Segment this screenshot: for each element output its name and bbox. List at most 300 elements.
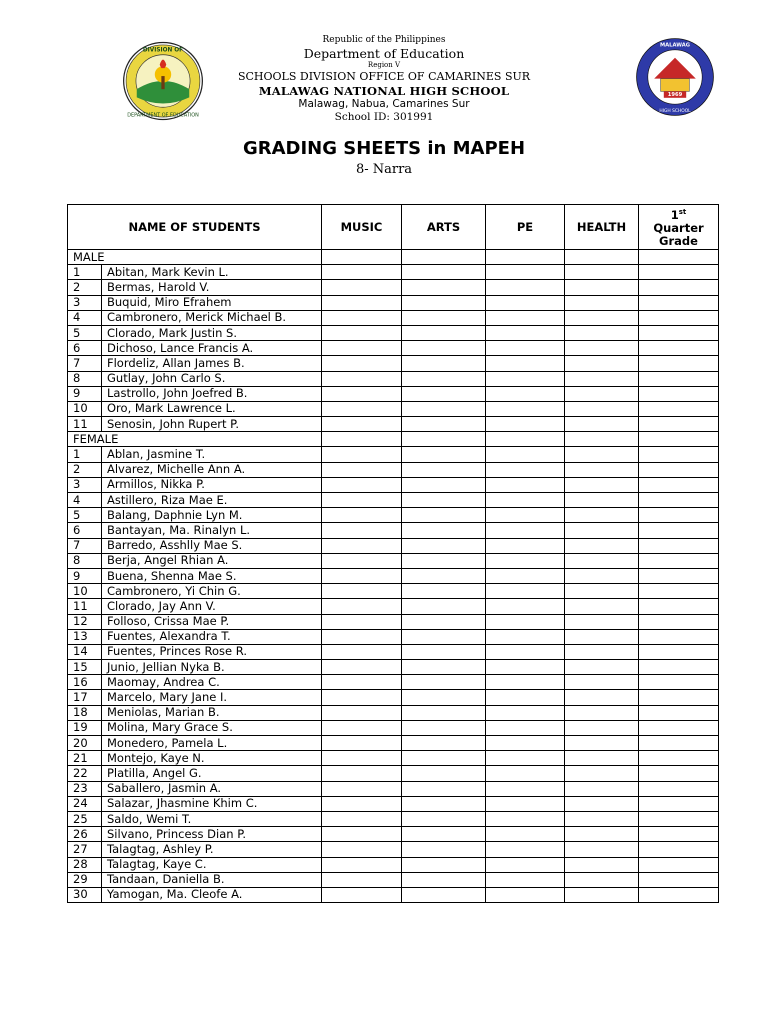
row-number: 26	[68, 827, 102, 842]
student-name: Barredo, Asshlly Mae S.	[102, 538, 322, 553]
pe-cell[interactable]	[486, 842, 565, 857]
pe-cell[interactable]	[486, 295, 565, 310]
row-number: 6	[68, 341, 102, 356]
quarter-grade-cell[interactable]	[639, 796, 719, 811]
pe-cell[interactable]	[486, 629, 565, 644]
arts-cell[interactable]	[402, 842, 486, 857]
arts-cell[interactable]	[402, 447, 486, 462]
table-row	[68, 538, 719, 553]
health-cell[interactable]	[565, 644, 639, 659]
music-cell[interactable]	[322, 508, 402, 523]
student-name: Armillos, Nikka P.	[102, 477, 322, 492]
music-cell[interactable]	[322, 523, 402, 538]
pe-cell[interactable]	[486, 766, 565, 781]
pe-cell[interactable]	[486, 538, 565, 553]
arts-cell[interactable]	[402, 584, 486, 599]
student-name: Saldo, Wemi T.	[102, 811, 322, 826]
table-row	[68, 827, 719, 842]
arts-cell[interactable]	[402, 462, 486, 477]
pe-cell[interactable]	[486, 584, 565, 599]
quarter-grade-cell[interactable]	[639, 508, 719, 523]
arts-cell[interactable]	[402, 538, 486, 553]
health-cell[interactable]	[565, 781, 639, 796]
student-name: Bermas, Harold V.	[102, 280, 322, 295]
arts-cell[interactable]	[402, 796, 486, 811]
health-cell[interactable]	[565, 477, 639, 492]
arts-cell[interactable]	[402, 493, 486, 508]
music-cell[interactable]	[322, 417, 402, 432]
quarter-grade-cell[interactable]	[639, 280, 719, 295]
quarter-grade-cell[interactable]	[639, 887, 719, 902]
pe-cell[interactable]	[486, 493, 565, 508]
empty-cell	[402, 250, 486, 265]
pe-cell[interactable]	[486, 599, 565, 614]
pe-cell[interactable]	[486, 417, 565, 432]
music-cell[interactable]	[322, 295, 402, 310]
arts-cell[interactable]	[402, 629, 486, 644]
music-cell[interactable]	[322, 887, 402, 902]
health-cell[interactable]	[565, 614, 639, 629]
arts-cell[interactable]	[402, 477, 486, 492]
row-number: 5	[68, 325, 102, 340]
student-name: Saballero, Jasmin A.	[102, 781, 322, 796]
department-line: Department of Education	[303, 46, 465, 61]
quarter-grade-cell[interactable]	[639, 417, 719, 432]
student-name: Bantayan, Ma. Rinalyn L.	[102, 523, 322, 538]
music-cell[interactable]	[322, 280, 402, 295]
health-cell[interactable]	[565, 401, 639, 416]
row-number: 18	[68, 705, 102, 720]
student-name: Silvano, Princess Dian P.	[102, 827, 322, 842]
arts-cell[interactable]	[402, 553, 486, 568]
arts-cell[interactable]	[402, 599, 486, 614]
music-cell[interactable]	[322, 872, 402, 887]
student-name: Montejo, Kaye N.	[102, 751, 322, 766]
quarter-grade-cell[interactable]	[639, 720, 719, 735]
health-cell[interactable]	[565, 872, 639, 887]
pe-cell[interactable]	[486, 796, 565, 811]
pe-cell[interactable]	[486, 675, 565, 690]
music-cell[interactable]	[322, 720, 402, 735]
pe-cell[interactable]	[486, 720, 565, 735]
quarter-grade-cell[interactable]	[639, 477, 719, 492]
row-number: 6	[68, 523, 102, 538]
music-cell[interactable]	[322, 553, 402, 568]
pe-cell[interactable]	[486, 447, 565, 462]
quarter-grade-cell[interactable]	[639, 295, 719, 310]
row-number: 1	[68, 265, 102, 280]
quarter-grade-cell[interactable]	[639, 751, 719, 766]
arts-cell[interactable]	[402, 417, 486, 432]
student-name: Buena, Shenna Mae S.	[102, 568, 322, 583]
health-cell[interactable]	[565, 371, 639, 386]
row-number: 14	[68, 644, 102, 659]
quarter-grade-cell[interactable]	[639, 447, 719, 462]
row-number: 5	[68, 508, 102, 523]
pe-cell[interactable]	[486, 401, 565, 416]
quarter-grade-cell[interactable]	[639, 265, 719, 280]
pe-cell[interactable]	[486, 371, 565, 386]
grade-label: Grade	[659, 233, 698, 248]
arts-cell[interactable]	[402, 401, 486, 416]
pe-cell[interactable]	[486, 827, 565, 842]
quarter-grade-cell[interactable]	[639, 811, 719, 826]
pe-cell[interactable]	[486, 356, 565, 371]
arts-cell[interactable]	[402, 341, 486, 356]
health-cell[interactable]	[565, 827, 639, 842]
health-cell[interactable]	[565, 887, 639, 902]
row-number: 1	[68, 447, 102, 462]
pe-cell[interactable]	[486, 477, 565, 492]
arts-cell[interactable]	[402, 827, 486, 842]
arts-cell[interactable]	[402, 386, 486, 401]
table-row	[68, 796, 719, 811]
quarter-grade-cell[interactable]	[639, 644, 719, 659]
health-cell[interactable]	[565, 280, 639, 295]
quarter-grade-cell[interactable]	[639, 325, 719, 340]
table-row	[68, 660, 719, 675]
table-body	[68, 250, 719, 903]
pe-cell[interactable]	[486, 736, 565, 751]
health-cell[interactable]	[565, 584, 639, 599]
student-name: Berja, Angel Rhian A.	[102, 553, 322, 568]
health-cell[interactable]	[565, 675, 639, 690]
arts-cell[interactable]	[402, 568, 486, 583]
arts-cell[interactable]	[402, 781, 486, 796]
student-name: Balang, Daphnie Lyn M.	[102, 508, 322, 523]
table-row	[68, 842, 719, 857]
student-name: Abitan, Mark Kevin L.	[102, 265, 322, 280]
pe-cell[interactable]	[486, 811, 565, 826]
table-row	[68, 857, 719, 872]
quarter-grade-cell[interactable]	[639, 568, 719, 583]
student-name: Junio, Jellian Nyka B.	[102, 660, 322, 675]
arts-cell[interactable]	[402, 736, 486, 751]
row-number: 11	[68, 417, 102, 432]
music-cell[interactable]	[322, 660, 402, 675]
header-music: MUSIC	[322, 205, 402, 250]
table-row	[68, 280, 719, 295]
svg-text:DIVISION OF: DIVISION OF	[142, 47, 184, 54]
pe-cell[interactable]	[486, 568, 565, 583]
music-cell[interactable]	[322, 675, 402, 690]
health-cell[interactable]	[565, 493, 639, 508]
quarter-grade-cell[interactable]	[639, 857, 719, 872]
music-cell[interactable]	[322, 325, 402, 340]
arts-cell[interactable]	[402, 310, 486, 325]
arts-cell[interactable]	[402, 872, 486, 887]
student-name: Alvarez, Michelle Ann A.	[102, 462, 322, 477]
pe-cell[interactable]	[486, 705, 565, 720]
table-row	[68, 386, 719, 401]
health-cell[interactable]	[565, 553, 639, 568]
row-number: 9	[68, 386, 102, 401]
pe-cell[interactable]	[486, 887, 565, 902]
table-row	[68, 872, 719, 887]
quarter-grade-cell[interactable]	[639, 705, 719, 720]
arts-cell[interactable]	[402, 660, 486, 675]
health-cell[interactable]	[565, 295, 639, 310]
pe-cell[interactable]	[486, 325, 565, 340]
arts-cell[interactable]	[402, 690, 486, 705]
pe-cell[interactable]	[486, 508, 565, 523]
health-cell[interactable]	[565, 751, 639, 766]
pe-cell[interactable]	[486, 751, 565, 766]
table-row	[68, 781, 719, 796]
music-cell[interactable]	[322, 341, 402, 356]
student-name: Clorado, Mark Justin S.	[102, 325, 322, 340]
student-name: Lastrollo, John Joefred B.	[102, 386, 322, 401]
table-row	[68, 295, 719, 310]
empty-cell	[639, 432, 719, 447]
quarter-grade-cell[interactable]	[639, 386, 719, 401]
empty-cell	[322, 250, 402, 265]
pe-cell[interactable]	[486, 280, 565, 295]
student-name: Gutlay, John Carlo S.	[102, 371, 322, 386]
quarter-grade-cell[interactable]	[639, 599, 719, 614]
pe-cell[interactable]	[486, 857, 565, 872]
student-name: Tandaan, Daniella B.	[102, 872, 322, 887]
arts-cell[interactable]	[402, 811, 486, 826]
quarter-grade-cell[interactable]	[639, 553, 719, 568]
arts-cell[interactable]	[402, 675, 486, 690]
music-cell[interactable]	[322, 477, 402, 492]
header-quarter-grade	[639, 205, 719, 250]
health-cell[interactable]	[565, 629, 639, 644]
arts-cell[interactable]	[402, 644, 486, 659]
student-name: Folloso, Crissa Mae P.	[102, 614, 322, 629]
music-cell[interactable]	[322, 599, 402, 614]
student-name: Clorado, Jay Ann V.	[102, 599, 322, 614]
table-row	[68, 568, 719, 583]
music-cell[interactable]	[322, 796, 402, 811]
row-number: 3	[68, 295, 102, 310]
table-row	[68, 341, 719, 356]
health-cell[interactable]	[565, 690, 639, 705]
health-cell[interactable]	[565, 599, 639, 614]
music-cell[interactable]	[322, 493, 402, 508]
music-cell[interactable]	[322, 629, 402, 644]
music-cell[interactable]	[322, 614, 402, 629]
row-number: 20	[68, 736, 102, 751]
health-cell[interactable]	[565, 568, 639, 583]
pe-cell[interactable]	[486, 553, 565, 568]
row-number: 24	[68, 796, 102, 811]
row-number: 23	[68, 781, 102, 796]
row-number: 4	[68, 493, 102, 508]
empty-cell	[639, 250, 719, 265]
quarter-grade-cell[interactable]	[639, 462, 719, 477]
music-cell[interactable]	[322, 781, 402, 796]
music-cell[interactable]	[322, 401, 402, 416]
empty-cell	[402, 432, 486, 447]
quarter-grade-cell[interactable]	[639, 538, 719, 553]
row-number: 28	[68, 857, 102, 872]
health-cell[interactable]	[565, 386, 639, 401]
table-row	[68, 644, 719, 659]
table-row	[68, 720, 719, 735]
quarter-grade-cell[interactable]	[639, 842, 719, 857]
arts-cell[interactable]	[402, 325, 486, 340]
health-cell[interactable]	[565, 310, 639, 325]
pe-cell[interactable]	[486, 523, 565, 538]
quarter-grade-cell[interactable]	[639, 736, 719, 751]
health-cell[interactable]	[565, 811, 639, 826]
music-cell[interactable]	[322, 462, 402, 477]
group-header-row	[68, 432, 719, 447]
arts-cell[interactable]	[402, 751, 486, 766]
arts-cell[interactable]	[402, 887, 486, 902]
music-cell[interactable]	[322, 568, 402, 583]
arts-cell[interactable]	[402, 371, 486, 386]
music-cell[interactable]	[322, 584, 402, 599]
music-cell[interactable]	[322, 386, 402, 401]
row-number: 22	[68, 766, 102, 781]
music-cell[interactable]	[322, 356, 402, 371]
arts-cell[interactable]	[402, 705, 486, 720]
music-cell[interactable]	[322, 690, 402, 705]
arts-cell[interactable]	[402, 523, 486, 538]
pe-cell[interactable]	[486, 386, 565, 401]
music-cell[interactable]	[322, 538, 402, 553]
health-cell[interactable]	[565, 660, 639, 675]
quarter-grade-cell[interactable]	[639, 872, 719, 887]
health-cell[interactable]	[565, 508, 639, 523]
music-cell[interactable]	[322, 644, 402, 659]
quarter-grade-cell[interactable]	[639, 766, 719, 781]
music-cell[interactable]	[322, 766, 402, 781]
table-row	[68, 417, 719, 432]
student-name: Maomay, Andrea C.	[102, 675, 322, 690]
music-cell[interactable]	[322, 751, 402, 766]
quarter-grade-cell[interactable]	[639, 827, 719, 842]
quarter-grade-cell[interactable]	[639, 675, 719, 690]
pe-cell[interactable]	[486, 341, 565, 356]
pe-cell[interactable]	[486, 690, 565, 705]
health-cell[interactable]	[565, 265, 639, 280]
health-cell[interactable]	[565, 462, 639, 477]
table-row	[68, 310, 719, 325]
health-cell[interactable]	[565, 447, 639, 462]
row-number: 2	[68, 462, 102, 477]
pe-cell[interactable]	[486, 310, 565, 325]
quarter-grade-cell[interactable]	[639, 493, 719, 508]
pe-cell[interactable]	[486, 614, 565, 629]
quarter-grade-cell[interactable]	[639, 523, 719, 538]
music-cell[interactable]	[322, 857, 402, 872]
pe-cell[interactable]	[486, 781, 565, 796]
table-row	[68, 553, 719, 568]
music-cell[interactable]	[322, 447, 402, 462]
pe-cell[interactable]	[486, 644, 565, 659]
table-row	[68, 584, 719, 599]
quarter-ordinal: st	[678, 208, 687, 217]
row-number: 8	[68, 371, 102, 386]
table-row	[68, 508, 719, 523]
student-name: Astillero, Riza Mae E.	[102, 493, 322, 508]
health-cell[interactable]	[565, 842, 639, 857]
health-cell[interactable]	[565, 523, 639, 538]
music-cell[interactable]	[322, 811, 402, 826]
arts-cell[interactable]	[402, 857, 486, 872]
pe-cell[interactable]	[486, 265, 565, 280]
table-row	[68, 751, 719, 766]
arts-cell[interactable]	[402, 766, 486, 781]
quarter-grade-cell[interactable]	[639, 401, 719, 416]
table-header-row	[68, 205, 719, 250]
health-cell[interactable]	[565, 356, 639, 371]
student-name: Fuentes, Princes Rose R.	[102, 644, 322, 659]
music-cell[interactable]	[322, 371, 402, 386]
music-cell[interactable]	[322, 265, 402, 280]
quarter-grade-cell[interactable]	[639, 341, 719, 356]
header-pe: PE	[486, 205, 565, 250]
arts-cell[interactable]	[402, 280, 486, 295]
quarter-grade-cell[interactable]	[639, 660, 719, 675]
arts-cell[interactable]	[402, 614, 486, 629]
arts-cell[interactable]	[402, 720, 486, 735]
music-cell[interactable]	[322, 827, 402, 842]
quarter-grade-cell[interactable]	[639, 584, 719, 599]
quarter-grade-cell[interactable]	[639, 356, 719, 371]
group-header-row	[68, 250, 719, 265]
table-row	[68, 325, 719, 340]
empty-cell	[486, 432, 565, 447]
student-name: Salazar, Jhasmine Khim C.	[102, 796, 322, 811]
table-row	[68, 887, 719, 902]
student-name: Talagtag, Kaye C.	[102, 857, 322, 872]
health-cell[interactable]	[565, 720, 639, 735]
quarter-grade-cell[interactable]	[639, 614, 719, 629]
quarter-grade-cell[interactable]	[639, 371, 719, 386]
health-cell[interactable]	[565, 857, 639, 872]
health-cell[interactable]	[565, 796, 639, 811]
empty-cell	[565, 250, 639, 265]
health-cell[interactable]	[565, 341, 639, 356]
quarter-grade-cell[interactable]	[639, 690, 719, 705]
quarter-number: 1	[670, 207, 679, 222]
row-number: 3	[68, 477, 102, 492]
quarter-grade-cell[interactable]	[639, 310, 719, 325]
table-row	[68, 766, 719, 781]
empty-cell	[322, 432, 402, 447]
student-name: Cambronero, Merick Michael B.	[102, 310, 322, 325]
health-cell[interactable]	[565, 538, 639, 553]
health-cell[interactable]	[565, 325, 639, 340]
health-cell[interactable]	[565, 736, 639, 751]
music-cell[interactable]	[322, 736, 402, 751]
health-cell[interactable]	[565, 417, 639, 432]
pe-cell[interactable]	[486, 872, 565, 887]
arts-cell[interactable]	[402, 356, 486, 371]
music-cell[interactable]	[322, 842, 402, 857]
pe-cell[interactable]	[486, 660, 565, 675]
quarter-grade-cell[interactable]	[639, 781, 719, 796]
arts-cell[interactable]	[402, 295, 486, 310]
pe-cell[interactable]	[486, 462, 565, 477]
student-name: Molina, Mary Grace S.	[102, 720, 322, 735]
music-cell[interactable]	[322, 310, 402, 325]
arts-cell[interactable]	[402, 508, 486, 523]
section-name: 8- Narra	[355, 162, 413, 177]
health-cell[interactable]	[565, 766, 639, 781]
arts-cell[interactable]	[402, 265, 486, 280]
music-cell[interactable]	[322, 705, 402, 720]
health-cell[interactable]	[565, 705, 639, 720]
page-title: GRADING SHEETS in MAPEH	[242, 138, 526, 159]
quarter-grade-cell[interactable]	[639, 629, 719, 644]
student-name: Buquid, Miro Efrahem	[102, 295, 322, 310]
